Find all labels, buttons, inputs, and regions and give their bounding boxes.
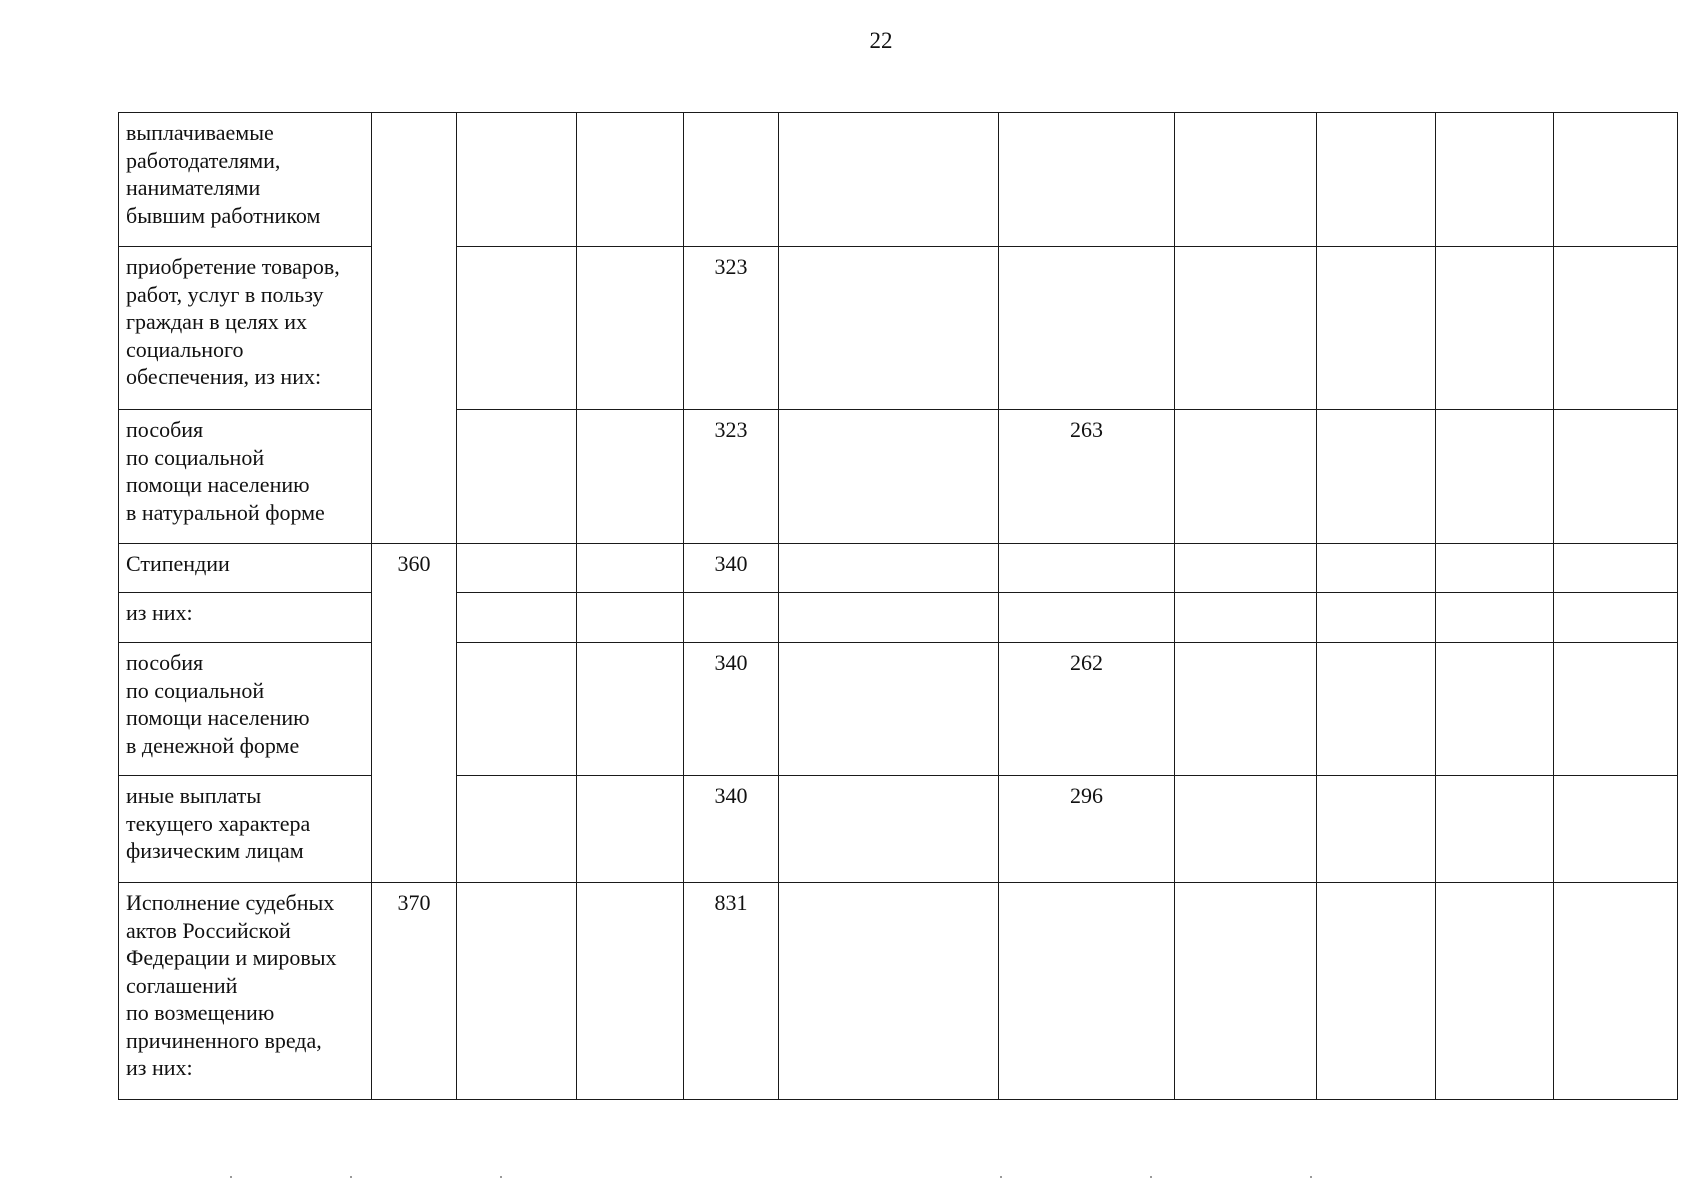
- scan-speck: [1000, 1176, 1002, 1178]
- table-cell: [999, 544, 1175, 593]
- scan-speck: [230, 1176, 232, 1178]
- table-cell: [457, 113, 577, 247]
- table-cell: [1175, 544, 1317, 593]
- table-cell: [1175, 776, 1317, 883]
- table-cell: [1175, 113, 1317, 247]
- row-code: 360: [372, 544, 457, 883]
- row-label: пособия по социальной помощи населению в натуральной форме: [119, 410, 372, 544]
- table-cell: 323: [684, 410, 779, 544]
- table-row: [119, 883, 1678, 1100]
- table-cell: [1175, 883, 1317, 1100]
- table-row: [119, 544, 1678, 593]
- table-cell: [1317, 113, 1436, 247]
- table-cell: [779, 247, 999, 410]
- table-cell: [779, 113, 999, 247]
- table-cell: [577, 247, 684, 410]
- table-cell: [457, 643, 577, 776]
- table-cell: [1554, 544, 1678, 593]
- table-row: [119, 643, 1678, 776]
- table-cell: [1317, 883, 1436, 1100]
- table-cell: [779, 593, 999, 643]
- scan-speck: [1150, 1176, 1152, 1178]
- table-cell: [577, 410, 684, 544]
- table-cell: [1554, 593, 1678, 643]
- table-cell: [1175, 247, 1317, 410]
- table-cell: [999, 113, 1175, 247]
- table-cell: [779, 643, 999, 776]
- table-cell: [577, 883, 684, 1100]
- table-cell: 263: [999, 410, 1175, 544]
- row-label: Стипендии: [119, 544, 372, 593]
- table-cell: [1175, 593, 1317, 643]
- table-cell: [684, 113, 779, 247]
- table-cell: 296: [999, 776, 1175, 883]
- table-row: [119, 410, 1678, 544]
- table-cell: 262: [999, 643, 1175, 776]
- table-cell: 323: [684, 247, 779, 410]
- table-cell: [1554, 247, 1678, 410]
- table-row: [119, 593, 1678, 643]
- table-cell: [1436, 776, 1554, 883]
- table-row: [119, 113, 1678, 247]
- row-label: Исполнение судебных актов Российской Федерации и мировых соглашений по возмещению причиненного вреда, из них:: [119, 883, 372, 1100]
- budget-table: [118, 112, 1678, 1100]
- scan-speck: [1310, 1176, 1312, 1178]
- row-code: 370: [372, 883, 457, 1100]
- table-cell: [577, 643, 684, 776]
- table-cell: [457, 247, 577, 410]
- row-label: приобретение товаров, работ, услуг в пользу граждан в целях их социального обеспечения, из них:: [119, 247, 372, 410]
- row-code: [372, 113, 457, 544]
- table-row: [119, 776, 1678, 883]
- table-cell: [457, 883, 577, 1100]
- table-cell: [1436, 410, 1554, 544]
- table-cell: [1554, 643, 1678, 776]
- table-cell: [1317, 410, 1436, 544]
- table-cell: [457, 776, 577, 883]
- table-cell: [1436, 247, 1554, 410]
- row-label: выплачиваемые работодателями, нанимателями бывшим работником: [119, 113, 372, 247]
- table-cell: [1317, 247, 1436, 410]
- row-label: иные выплаты текущего характера физическим лицам: [119, 776, 372, 883]
- table-cell: [1317, 544, 1436, 593]
- table-cell: [1554, 113, 1678, 247]
- scan-speck: [500, 1176, 502, 1178]
- table-cell: [684, 593, 779, 643]
- table-cell: [577, 113, 684, 247]
- table-cell: [1436, 883, 1554, 1100]
- table-cell: [1554, 883, 1678, 1100]
- table-cell: [999, 593, 1175, 643]
- table-cell: [1317, 593, 1436, 643]
- table-cell: 340: [684, 643, 779, 776]
- table-cell: [1436, 643, 1554, 776]
- table-cell: [457, 593, 577, 643]
- table-cell: 831: [684, 883, 779, 1100]
- table-cell: [577, 776, 684, 883]
- table-cell: 340: [684, 544, 779, 593]
- table-cell: [577, 544, 684, 593]
- table-cell: [1436, 113, 1554, 247]
- table-cell: [1317, 776, 1436, 883]
- table-cell: [779, 410, 999, 544]
- table-row: [119, 247, 1678, 410]
- table-cell: [1554, 410, 1678, 544]
- table-cell: [779, 544, 999, 593]
- table-cell: [999, 247, 1175, 410]
- table-cell: [1175, 643, 1317, 776]
- table-cell: [577, 593, 684, 643]
- page-number: 22: [869, 28, 893, 53]
- table-cell: [457, 544, 577, 593]
- table-cell: [779, 776, 999, 883]
- table-cell: [999, 883, 1175, 1100]
- table-cell: [1317, 643, 1436, 776]
- row-label: из них:: [119, 593, 372, 643]
- table-cell: [1175, 410, 1317, 544]
- table-cell: [1554, 776, 1678, 883]
- table-cell: [779, 883, 999, 1100]
- table-cell: [1436, 593, 1554, 643]
- table-cell: 340: [684, 776, 779, 883]
- table-cell: [457, 410, 577, 544]
- table-cell: [1436, 544, 1554, 593]
- scan-speck: [350, 1176, 352, 1178]
- row-label: пособия по социальной помощи населению в денежной форме: [119, 643, 372, 776]
